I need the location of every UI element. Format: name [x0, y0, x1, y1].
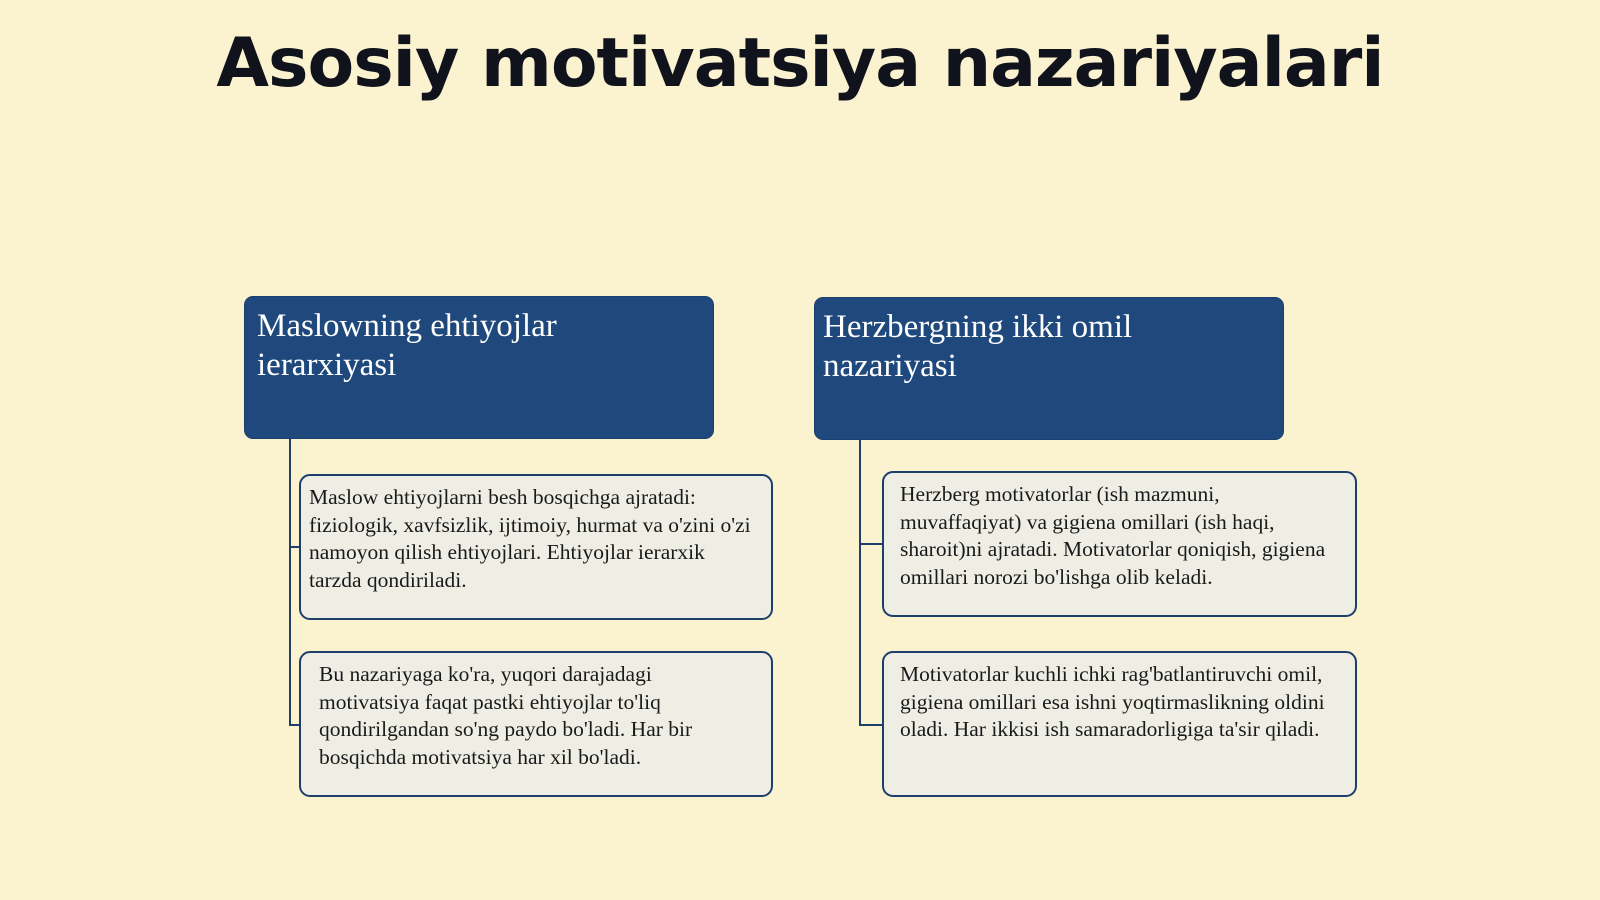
herzberg-detail-text-2: Motivatorlar kuchli ichki rag'batlantiruvchi omil, gigiena omillari esa ishni yoqtirmaslikning oldini oladi. Har ikkisi ish samaradorligiga ta'sir qiladi.	[900, 662, 1325, 741]
maslow-heading-text: Maslowning ehtiyojlar ierarxiyasi	[257, 308, 557, 383]
herzberg-detail-box-1	[882, 471, 1357, 617]
herzberg-heading-box	[814, 297, 1284, 440]
herzberg-detail-text-1: Herzberg motivatorlar (ish mazmuni, muvaffaqiyat) va gigiena omillari (ish haqi, sharoit)ni ajratadi. Motivatorlar qoniqish, gigiena omillari norozi bo'lishga olib keladi.	[900, 482, 1326, 589]
maslow-heading-box	[244, 296, 714, 439]
maslow-detail-text-1: Maslow ehtiyojlarni besh bosqichga ajratadi: fiziologik, xavfsizlik, ijtimoiy, hurmat va o'zini o'zi namoyon qilish ehtiyojlari. Ehtiyojlar ierarxik tarzda qondiriladi.	[309, 485, 751, 592]
herzberg-connector-branch-1	[859, 543, 883, 545]
herzberg-connector-vertical	[859, 440, 861, 726]
herzberg-connector-branch-2	[859, 724, 883, 726]
herzberg-detail-box-2	[882, 651, 1357, 797]
maslow-detail-text-2: Bu nazariyaga ko'ra, yuqori darajadagi motivatsiya faqat pastki ehtiyojlar to'liq qondirilgandan so'ng paydo bo'ladi. Har bir bosqichda motivatsiya har xil bo'ladi.	[319, 662, 693, 769]
maslow-connector-vertical	[289, 439, 291, 726]
herzberg-heading-text: Herzbergning ikki omil nazariyasi	[823, 309, 1133, 384]
page-title: Asosiy motivatsiya nazariyalari	[216, 24, 1384, 103]
maslow-detail-box-1	[299, 474, 773, 620]
maslow-detail-box-2	[299, 651, 773, 797]
